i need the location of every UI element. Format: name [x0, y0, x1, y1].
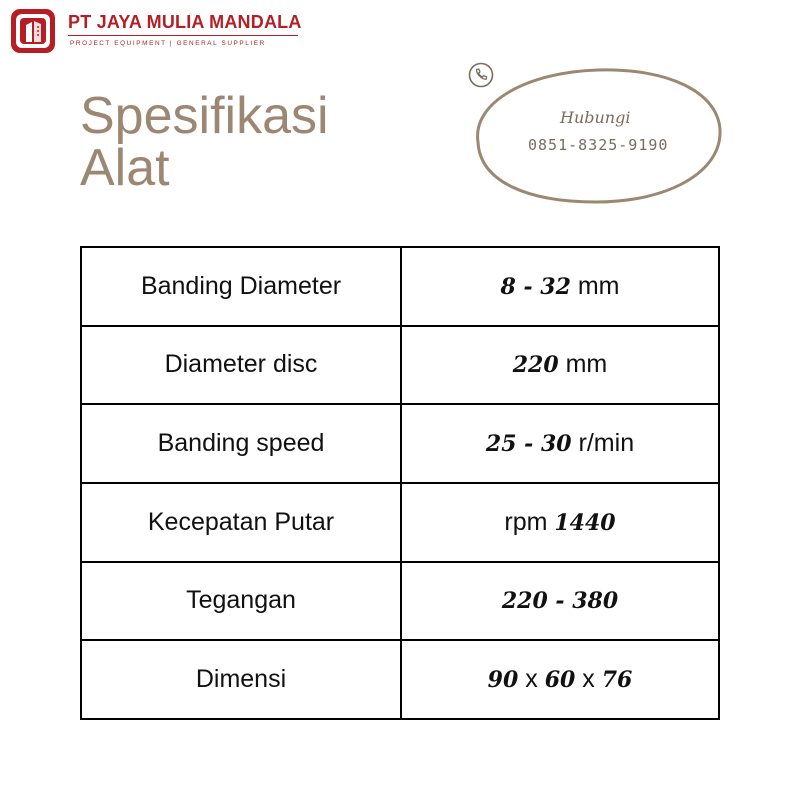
- contact-oval-outline: [468, 62, 724, 208]
- dimension-separator: x: [575, 665, 602, 694]
- table-row: [81, 247, 719, 326]
- spec-value: [401, 404, 719, 483]
- spec-label: Diameter disc: [81, 326, 401, 405]
- table-row: [81, 326, 719, 405]
- spec-label: Dimensi: [81, 640, 401, 719]
- spec-value: [401, 326, 719, 405]
- spec-value-number: 25 - 30: [485, 431, 572, 458]
- contact-label: Hubungi: [560, 108, 631, 127]
- page-title-line2: Alat: [80, 139, 170, 197]
- dimension-width: 60: [544, 667, 576, 694]
- dimension-length: 90: [487, 667, 519, 694]
- spec-value-prefix: rpm: [504, 507, 555, 536]
- table-row: [81, 562, 719, 641]
- company-name: PT JAYA MULIA MANDALA: [68, 12, 302, 32]
- phone-icon: [468, 62, 494, 88]
- brand-divider: [68, 35, 298, 36]
- page-title: [80, 87, 420, 197]
- spec-value: [401, 247, 719, 326]
- brand-header: [6, 4, 304, 54]
- spec-value: [401, 562, 719, 641]
- spec-value-unit: mm: [558, 350, 608, 379]
- spec-label: Banding speed: [81, 404, 401, 483]
- contact-badge: [468, 62, 724, 208]
- dimension-separator: x: [518, 665, 545, 694]
- spec-label: Tegangan: [81, 562, 401, 641]
- company-tagline: PROJECT EQUIPMENT | GENERAL SUPPLIER: [70, 40, 266, 47]
- spec-value-number: 1440: [554, 509, 616, 536]
- page-title-line1: Spesifikasi: [80, 87, 329, 145]
- spec-label: Kecepatan Putar: [81, 483, 401, 562]
- dimension-height: 76: [601, 667, 633, 694]
- spec-value: [401, 483, 719, 562]
- table-row: [81, 483, 719, 562]
- spec-value-number: 220: [512, 352, 559, 379]
- building-logo-icon: [10, 8, 56, 54]
- spec-value: [401, 640, 719, 719]
- spec-value-number: 8 - 32: [500, 273, 571, 300]
- spec-value-unit: r/min: [571, 429, 635, 458]
- spec-value-unit: mm: [570, 271, 620, 300]
- table-row: [81, 404, 719, 483]
- spec-label: Banding Diameter: [81, 247, 401, 326]
- phone-number[interactable]: 0851-8325-9190: [528, 136, 669, 154]
- spec-value-number: 220 - 380: [501, 588, 619, 615]
- spec-table: [80, 246, 720, 720]
- table-row: [81, 640, 719, 719]
